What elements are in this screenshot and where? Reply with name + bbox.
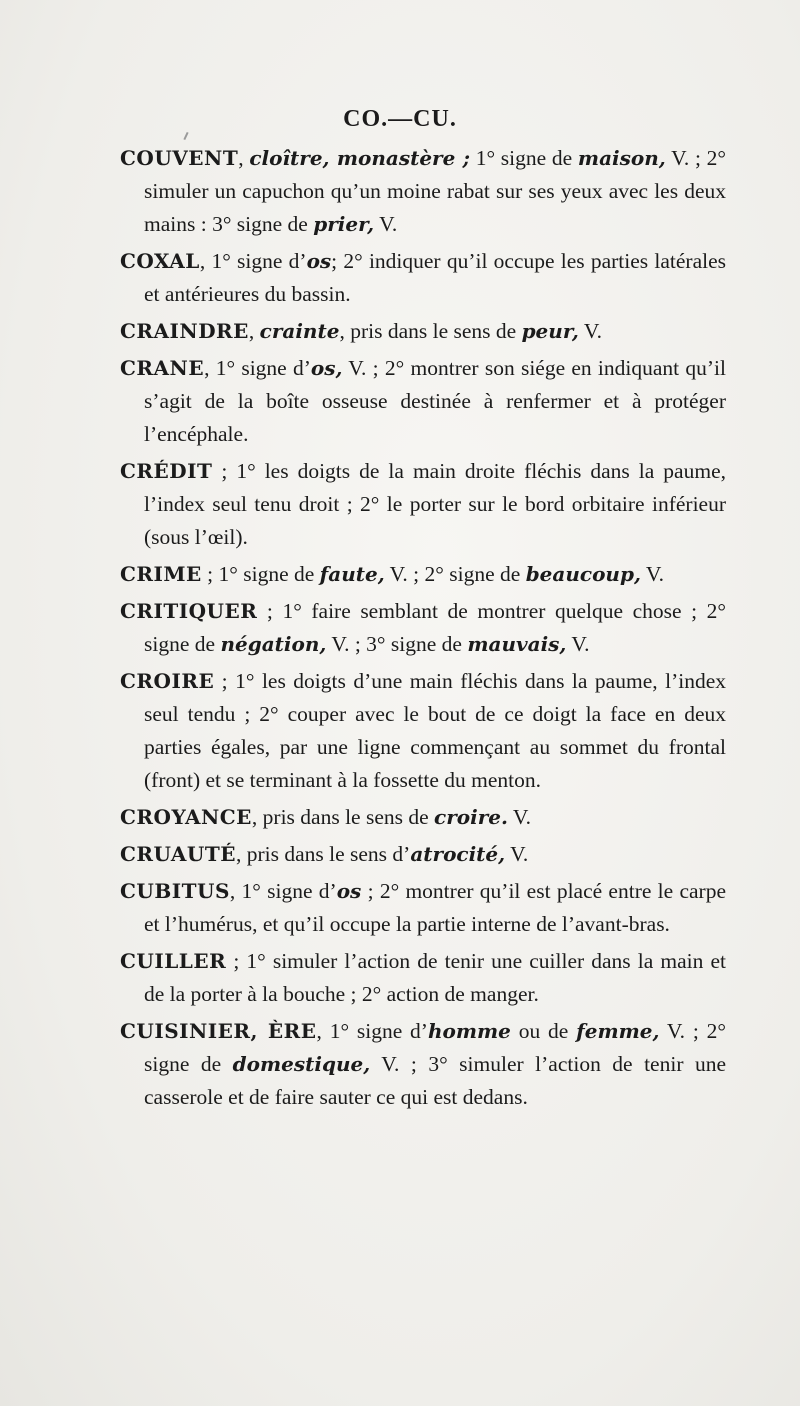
cross-reference: beaucoup, (525, 562, 641, 586)
definition-text: V. (578, 319, 602, 343)
cross-reference: homme (427, 1019, 511, 1043)
headword: CUILLER (120, 949, 227, 973)
running-header: CO.—CU. (343, 106, 457, 132)
cross-reference: mauvais, (467, 632, 567, 656)
cross-reference: maison, (577, 146, 666, 170)
entry-credit (120, 455, 726, 554)
headword: COXAL (120, 249, 200, 273)
entry-croire (120, 665, 726, 797)
cross-reference: faute, (319, 562, 385, 586)
definition-text: ; 2° indiquer qu’il occupe les parties latérales et antérieures du bassin. (144, 249, 727, 306)
definition-text: V. (507, 805, 532, 829)
definition-text: 1° signe de (470, 146, 578, 170)
headword: CUISINIER, ÈRE (120, 1019, 317, 1043)
definition-text: , (248, 319, 260, 343)
definition-text: , pris dans le sens d’ (235, 842, 411, 866)
definition-text: , pris dans le sens de (251, 805, 435, 829)
definition-text: V. (374, 212, 398, 236)
definition-text: V. (566, 632, 590, 656)
definition-text: ou de (510, 1019, 577, 1043)
definition-text: ; 2° montrer qu’il est placé entre le carpe et l’humérus, et qu’il occupe la partie interne de l’avant-bras. (144, 879, 726, 936)
cross-reference: os (306, 249, 332, 273)
cross-reference: croire. (434, 805, 508, 829)
entry-craindre (120, 315, 726, 348)
headword: CRANE (120, 356, 205, 380)
definition-text: , pris dans le sens de (339, 319, 522, 343)
cross-reference: cloître, monastère ; (249, 146, 470, 170)
cross-reference: crainte (259, 319, 340, 343)
entry-coxal (120, 245, 726, 311)
definition-text: V. (505, 842, 529, 866)
entry-crime (120, 558, 726, 591)
dictionary-entries (120, 142, 726, 1118)
definition-text: ; 1° faire semblant de montrer quelque chose ; 2° signe de (144, 599, 726, 656)
definition-text: ; 1° signe de (201, 562, 320, 586)
ink-mark (183, 132, 188, 140)
entry-cuiller (120, 945, 726, 1011)
entry-croyance (120, 801, 726, 834)
definition-text: V. (640, 562, 665, 586)
cross-reference: atrocité, (410, 842, 506, 866)
definition-text: , 1° signe d’ (316, 1019, 428, 1043)
definition-text: , 1° signe d’ (199, 249, 307, 273)
definition-text: V. ; 2° signe de (144, 1019, 727, 1076)
definition-text: V. ; 2° montrer son siége en indiquant qu’il s’agit de la boîte osseuse destinée à renfermer et à protéger l’encéphale. (144, 356, 726, 446)
headword: CRAINDRE (120, 319, 249, 343)
headword: CUBITUS (120, 879, 230, 903)
definition-text: V. ; 2° simuler un capuchon qu’un moine rabat sur ses yeux avec les deux mains : 3° signe de (144, 146, 726, 236)
entry-cuisinier (120, 1015, 726, 1114)
definition-text: ; 1° les doigts d’une main fléchis dans la paume, l’index seul tendu ; 2° couper avec le bout de ce doigt la face en deux parties égales, par une ligne commençant au sommet du frontal (front) et se terminant à la fossette du menton. (144, 669, 726, 792)
entry-critiquer (120, 595, 726, 661)
definition-text: ; 1° simuler l’action de tenir une cuiller dans la main et de la porter à la bouche ; 2° action de manger. (144, 949, 726, 1006)
definition-text: V. ; 3° signe de (326, 632, 468, 656)
definition-text: ; 1° les doigts de la main droite fléchis dans la paume, l’index seul tenu droit ; 2° le porter sur le bord orbitaire inférieur (sous l’œil). (144, 459, 726, 549)
cross-reference: os, (310, 356, 343, 380)
cross-reference: domestique, (232, 1052, 371, 1076)
cross-reference: os (336, 879, 362, 903)
definition-text: , 1° signe d’ (229, 879, 337, 903)
headword: CRITIQUER (120, 599, 258, 623)
headword: CROIRE (120, 669, 215, 693)
cross-reference: femme, (576, 1019, 660, 1043)
entry-cruaute (120, 838, 726, 871)
entry-couvent (120, 142, 726, 241)
headword: COUVENT (120, 146, 239, 170)
definition-text: , 1° signe d’ (204, 356, 311, 380)
definition-text: V. ; 2° signe de (384, 562, 526, 586)
definition-text: , (238, 146, 250, 170)
headword: CROYANCE (120, 805, 252, 829)
cross-reference: peur, (521, 319, 579, 343)
headword: CRUAUTÉ (120, 842, 236, 866)
entry-cubitus (120, 875, 726, 941)
headword: CRIME (120, 562, 202, 586)
cross-reference: prier, (313, 212, 375, 236)
headword: CRÉDIT (120, 459, 213, 483)
definition-text: V. ; 3° simuler l’action de tenir une casserole et de faire sauter ce qui est dedans. (144, 1052, 727, 1109)
cross-reference: négation, (220, 632, 327, 656)
entry-crane (120, 352, 726, 451)
